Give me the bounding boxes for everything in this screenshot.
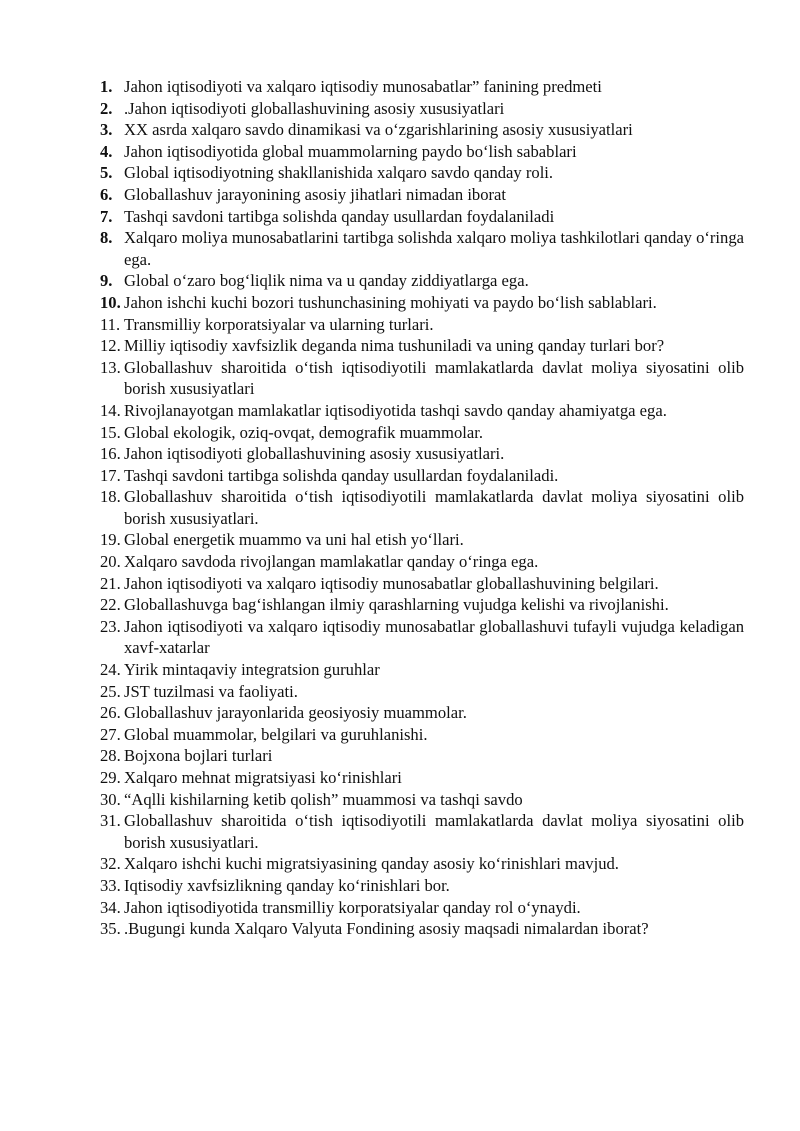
list-item	[100, 853, 744, 875]
item-text: Yirik mintaqaviy integratsion guruhlar	[124, 660, 380, 680]
item-number: 4.	[100, 141, 113, 161]
item-number: 32.	[100, 854, 121, 874]
item-number: 12.	[100, 336, 121, 356]
item-text: Jahon iqtisodiyotida global muammolarning paydo bo‘lish sabablari	[124, 141, 577, 161]
item-text: Global muammolar, belgilari va guruhlanishi.	[124, 724, 428, 744]
list-item	[100, 789, 744, 811]
item-number: 10.	[100, 292, 121, 312]
list-item	[100, 357, 744, 400]
item-text: Tashqi savdoni tartibga solishda qanday usullardan foydalaniladi	[124, 206, 555, 226]
item-text: Jahon iqtisodiyoti va xalqaro iqtisodiy munosabatlar globallashuvi tufayli vujudga keladigan xavf-xatarlar	[124, 616, 744, 658]
list-item	[100, 141, 744, 163]
item-number: 20.	[100, 552, 121, 572]
item-text: Jahon iqtisodiyoti globallashuvining asosiy xususiyatlari.	[124, 444, 505, 464]
list-item	[100, 292, 744, 314]
list-item	[100, 162, 744, 184]
item-number: 19.	[100, 530, 121, 550]
list-item	[100, 486, 744, 529]
item-text: Xalqaro moliya munosabatlarini tartibga solishda xalqaro moliya tashkilotlari qanday o‘ringa ega.	[124, 228, 744, 269]
item-number: 1.	[100, 77, 113, 96]
item-number: 33.	[100, 875, 121, 895]
item-text: Xalqaro ishchi kuchi migratsiyasining qanday asosiy ko‘rinishlari mavjud.	[124, 854, 619, 874]
item-number: 30.	[100, 789, 121, 809]
list-item	[100, 875, 744, 897]
item-number: 9.	[100, 271, 113, 291]
item-number: 22.	[100, 595, 121, 615]
list-item	[100, 400, 744, 422]
list-item	[100, 767, 744, 789]
list-item	[100, 314, 744, 336]
item-number: 23.	[100, 616, 121, 636]
item-number: 15.	[100, 422, 121, 442]
item-text: Tashqi savdoni tartibga solishda qanday usullardan foydalaniladi.	[124, 465, 559, 485]
item-number: 29.	[100, 768, 121, 787]
list-item	[100, 529, 744, 551]
list-item	[100, 119, 744, 141]
list-item	[100, 594, 744, 616]
list-item	[100, 465, 744, 487]
item-text: Transmilliy korporatsiyalar va ularning turlari.	[124, 314, 434, 334]
item-text: Global iqtisodiyotning shakllanishida xalqaro savdo qanday roli.	[124, 163, 554, 183]
list-item	[100, 76, 744, 98]
list-item	[100, 206, 744, 228]
item-number: 2.	[100, 98, 113, 118]
list-item	[100, 335, 744, 357]
item-number: 26.	[100, 703, 121, 723]
list-item	[100, 270, 744, 292]
item-text: Globallashuv sharoitida o‘tish iqtisodiyotili mamlakatlarda davlat moliya siyosatini olib borish xususiyatlari.	[124, 811, 744, 852]
item-text: Global o‘zaro bog‘liqlik nima va u qanday ziddiyatlarga ega.	[124, 271, 529, 291]
list-item	[100, 745, 744, 767]
item-text: Jahon iqtisodiyotida transmilliy korporatsiyalar qanday rol o‘ynaydi.	[124, 897, 581, 917]
item-text: Globallashuv jarayonlarida geosiyosiy muammolar.	[124, 703, 467, 723]
item-number: 31.	[100, 811, 121, 831]
item-number: 27.	[100, 724, 121, 744]
list-item	[100, 810, 744, 853]
item-number: 5.	[100, 163, 113, 183]
item-text: Globallashuv jarayonining asosiy jihatlari nimadan iborat	[124, 184, 507, 204]
list-item	[100, 616, 744, 659]
item-text: Global energetik muammo va uni hal etish yo‘llari.	[124, 530, 464, 550]
list-item	[100, 573, 744, 595]
item-number: 25.	[100, 681, 121, 701]
item-text: XX asrda xalqaro savdo dinamikasi va o‘zgarishlarining asosiy xususiyatlari	[124, 120, 633, 140]
item-text: Xalqaro savdoda rivojlangan mamlakatlar qanday o‘ringa ega.	[124, 552, 539, 572]
question-list	[100, 76, 744, 940]
item-number: 14.	[100, 400, 121, 420]
list-item	[100, 918, 744, 940]
item-text: Iqtisodiy xavfsizlikning qanday ko‘rinishlari bor.	[124, 875, 450, 895]
item-text: Globallashuvga bag‘ishlangan ilmiy qarashlarning vujudga kelishi va rivojlanishi.	[124, 595, 669, 615]
list-item	[100, 227, 744, 270]
item-text: Jahon ishchi kuchi bozori tushunchasining mohiyati va paydo bo‘lish sablablari.	[124, 292, 657, 312]
item-text: Globallashuv sharoitida o‘tish iqtisodiyotili mamlakatlarda davlat moliya siyosatini olib borish xususiyatlari	[124, 357, 744, 399]
item-number: 11.	[100, 314, 121, 334]
item-text: Bojxona bojlari turlari	[124, 746, 273, 766]
item-number: 24.	[100, 660, 121, 680]
item-number: 8.	[100, 228, 113, 248]
item-text: Jahon iqtisodiyoti va xalqaro iqtisodiy munosabatlar” fanining predmeti	[124, 77, 602, 96]
item-text: “Aqlli kishilarning ketib qolish” muammosi va tashqi savdo	[124, 789, 523, 809]
item-number: 16.	[100, 444, 121, 464]
item-number: 6.	[100, 184, 113, 204]
item-text: Jahon iqtisodiyoti va xalqaro iqtisodiy munosabatlar globallashuvining belgilari.	[124, 573, 659, 593]
list-item	[100, 724, 744, 746]
item-text: Globallashuv sharoitida o‘tish iqtisodiyotili mamlakatlarda davlat moliya siyosatini olib borish xususiyatlari.	[124, 487, 744, 528]
list-item	[100, 659, 744, 681]
item-text: Rivojlanayotgan mamlakatlar iqtisodiyotida tashqi savdo qanday ahamiyatga ega.	[124, 400, 667, 420]
list-item	[100, 681, 744, 703]
list-item	[100, 98, 744, 120]
item-text: JST tuzilmasi va faoliyati.	[124, 681, 298, 701]
item-number: 18.	[100, 487, 121, 507]
item-number: 7.	[100, 206, 113, 226]
item-text: Global ekologik, oziq-ovqat, demografik muammolar.	[124, 422, 483, 442]
item-text: .Bugungi kunda Xalqaro Valyuta Fondining asosiy maqsadi nimalardan iborat?	[124, 919, 649, 939]
list-item	[100, 702, 744, 724]
list-item	[100, 551, 744, 573]
item-number: 28.	[100, 746, 121, 766]
item-number: 3.	[100, 120, 113, 140]
list-item	[100, 897, 744, 919]
item-text: .Jahon iqtisodiyoti globallashuvining asosiy xususiyatlari	[124, 98, 505, 118]
list-item	[100, 184, 744, 206]
item-number: 21.	[100, 573, 121, 593]
item-text: Milliy iqtisodiy xavfsizlik deganda nima tushuniladi va uning qanday turlari bor?	[124, 336, 665, 356]
item-number: 17.	[100, 465, 121, 485]
list-item	[100, 443, 744, 465]
list-item	[100, 422, 744, 444]
item-number: 34.	[100, 897, 121, 917]
item-number: 13.	[100, 357, 121, 377]
item-text: Xalqaro mehnat migratsiyasi ko‘rinishlari	[124, 768, 402, 787]
item-number: 35.	[100, 919, 121, 939]
